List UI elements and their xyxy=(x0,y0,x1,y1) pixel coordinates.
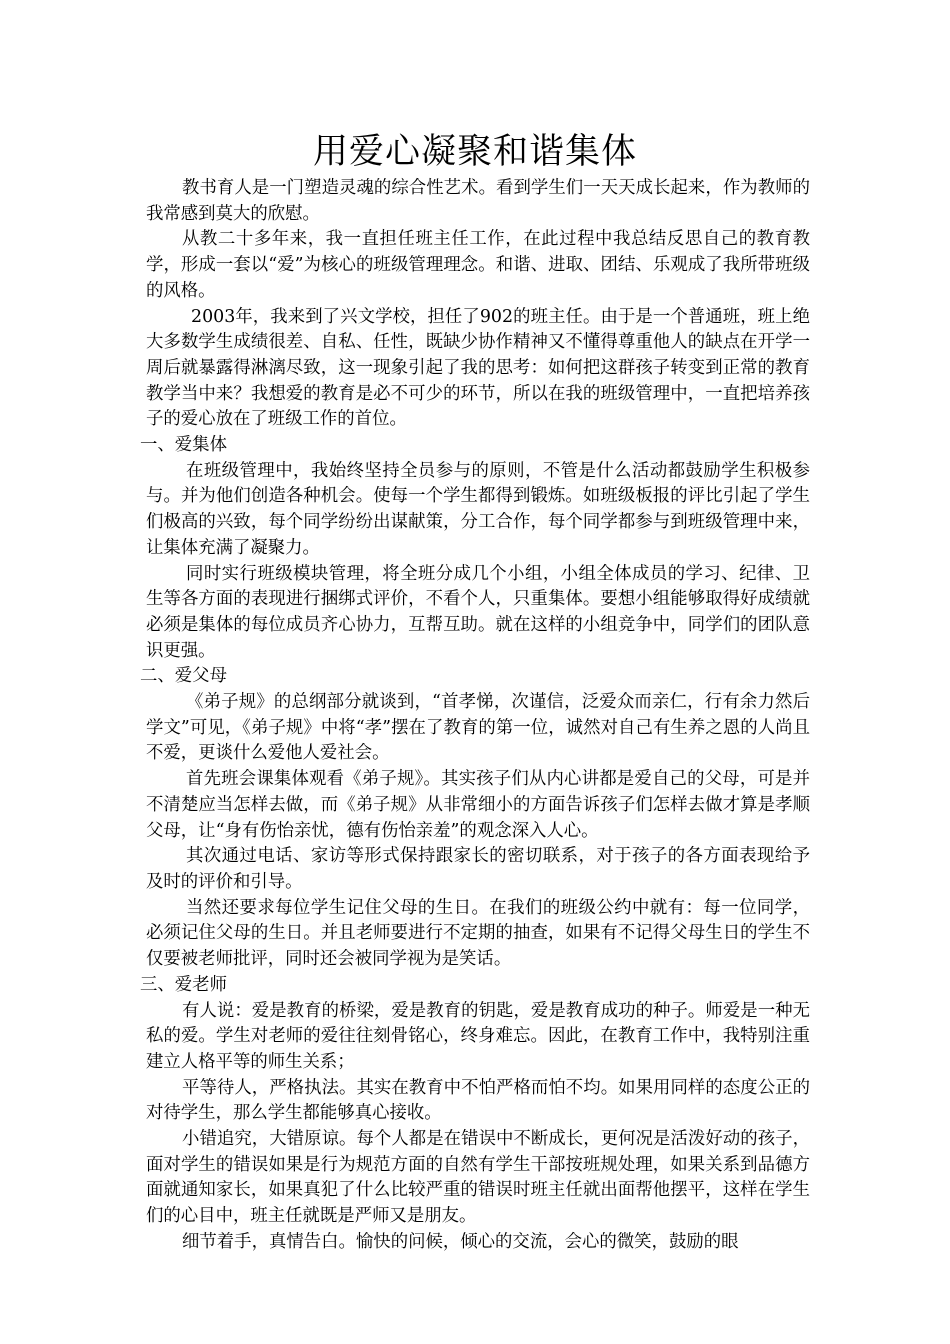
paragraph: 在班级管理中，我始终坚持全员参与的原则，不管是什么活动都鼓励学生积极参与。并为他们创造各种机会。使每一个学生都得到锻炼。如班级板报的评比引起了学生们极高的兴致，每个同学纷纷出谋献策，分工合作，每个同学都参与到班级管理中来，让集体充满了凝聚力。 xyxy=(146,460,810,558)
section-heading: 三、爱老师 xyxy=(140,974,227,995)
section-heading: 二、爱父母 xyxy=(140,666,227,687)
paragraph: 当然还要求每位学生记住父母的生日。在我们的班级公约中就有：每一位同学，必须记住父母的生日。并且老师要进行不定期的抽查，如果有不记得父母生日的学生不仅要被老师批评，同时还会被同学视为是笑话。 xyxy=(146,897,810,970)
paragraph: 平等待人，严格执法。其实在教育中不怕严格而怕不均。如果用同样的态度公正的对待学生，那么学生都能够真心接收。 xyxy=(146,1077,810,1124)
document-body xyxy=(140,176,810,1256)
section-heading: 一、爱集体 xyxy=(140,435,227,456)
paragraph: 其次通过电话、家访等形式保持跟家长的密切联系，对于孩子的各方面表现给予及时的评价和引导。 xyxy=(146,846,810,892)
paragraph: 教书育人是一门塑造灵魂的综合性艺术。看到学生们一天天成长起来，作为教师的我常感到莫大的欣慰。 xyxy=(146,178,810,224)
paragraph: 《弟子规》的总纲部分就谈到，“首孝悌，次谨信，泛爱众而亲仁，行有余力然后学文”可见，《弟子规》中将“孝”摆在了教育的第一位，诚然对自己有生养之恩的人尚且不爱，更谈什么爱他人爱社会。 xyxy=(146,692,810,764)
paragraph: 细节着手，真情告白。愉快的问候，倾心的交流，会心的微笑，鼓励的眼 xyxy=(182,1231,739,1252)
paragraph: 有人说：爱是教育的桥梁，爱是教育的钥匙，爱是教育成功的种子。师爱是一种无私的爱。学生对老师的爱往往刻骨铭心，终身难忘。因此，在教育工作中，我特别注重建立人格平等的师生关系； xyxy=(146,1000,810,1072)
document-title: 用爱心凝聚和谐集体 xyxy=(312,132,637,172)
paragraph: 同时实行班级模块管理，将全班分成几个小组，小组全体成员的学习、纪律、卫生等各方面的表现进行捆绑式评价，不看个人，只重集体。要想小组能够取得好成绩就必须是集体的每位成员齐心协力，互帮互助。就在这样的小组竞争中，同学们的团队意识更强。 xyxy=(146,563,810,661)
paragraph: 小错追究，大错原谅。每个人都是在错误中不断成长，更何况是活泼好动的孩子，面对学生的错误如果是行为规范方面的自然有学生干部按班规处理，如果关系到品德方面就通知家长，如果真犯了什么比较严重的错误时班主任就出面帮他摆平，这样在学生们的心目中，班主任就既是严师又是朋友。 xyxy=(146,1129,810,1227)
paragraph: 从教二十多年来，我一直担任班主任工作，在此过程中我总结反思自己的教育教学，形成一套以“爱”为核心的班级管理理念。和谐、进取、团结、乐观成了我所带班级的风格。 xyxy=(146,229,810,301)
paragraph: 首先班会课集体观看《弟子规》。其实孩子们从内心讲都是爱自己的父母，可是并不清楚应当怎样去做，而《弟子规》从非常细小的方面告诉孩子们怎样去做才算是孝顺父母，让“身有伤怡亲忧，德有伤怡亲羞”的观念深入人心。 xyxy=(146,769,810,841)
paragraph: 2003年，我来到了兴文学校，担任了902的班主任。由于是一个普通班，班上绝大多数学生成绩很差、自私、任性，既缺少协作精神又不懂得尊重他人的缺点在开学一周后就暴露得淋漓尽致，这一现象引起了我的思考：如何把这群孩子转变到正常的教育教学当中来？我想爱的教育是必不可少的环节，所以在我的班级管理中，一直把培养孩子的爱心放在了班级工作的首位。 xyxy=(146,306,810,430)
